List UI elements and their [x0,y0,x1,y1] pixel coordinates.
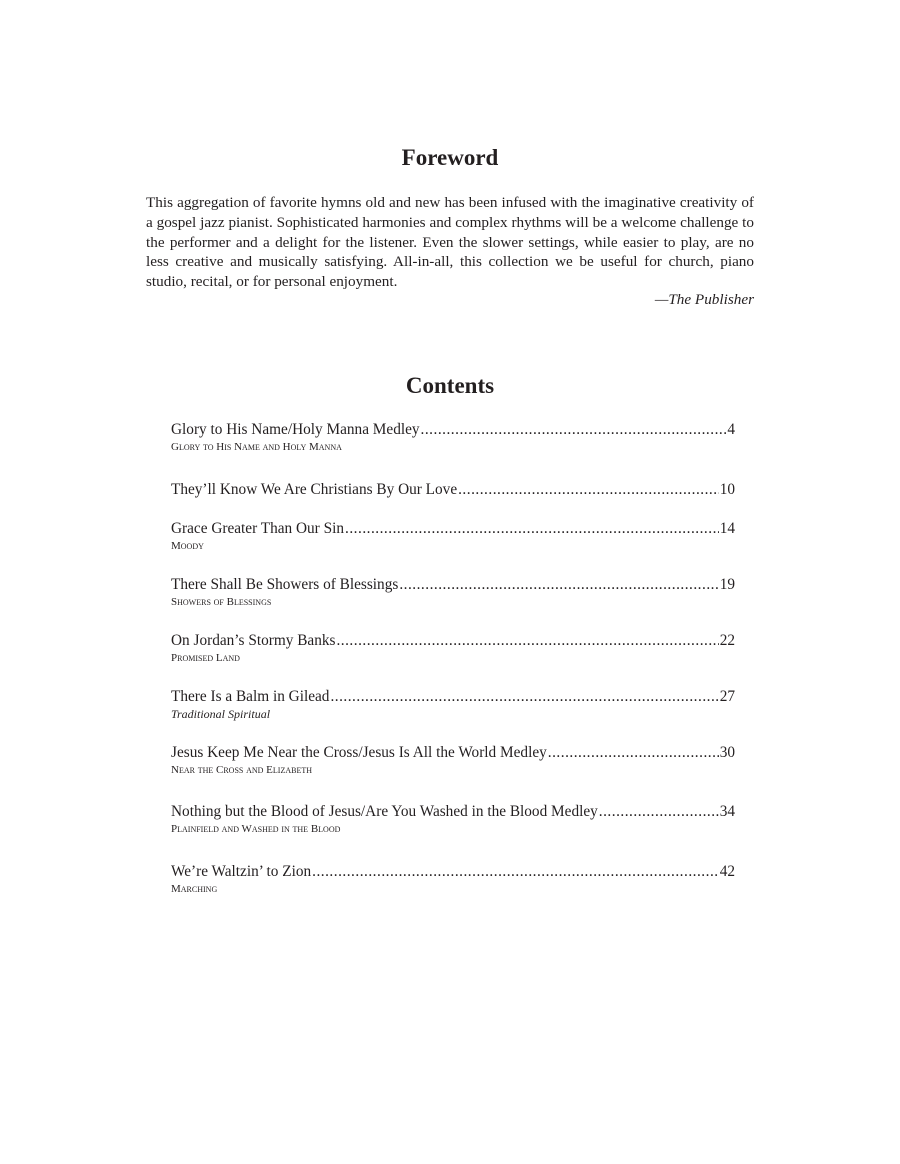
toc-leader-dots [599,802,719,821]
toc-leader-dots [458,480,719,499]
toc-line [171,631,735,650]
toc-entry [171,862,735,897]
toc-entry [171,519,735,554]
toc-title: Glory to His Name/Holy Manna Medley [171,421,420,438]
toc-entry [171,631,735,666]
toc-page-number: 10 [719,481,735,498]
toc-entry [171,802,735,837]
toc-tune-name: Showers of Blessings [171,596,272,608]
toc-line [171,743,735,762]
toc-leader-dots [399,575,718,594]
toc-tune-name: Promised Land [171,652,240,664]
toc-title: Nothing but the Blood of Jesus/Are You Washed in the Blood Medley [171,803,598,820]
toc-page-number: 19 [719,576,735,593]
toc-tune-name: Near the Cross and Elizabeth [171,764,312,776]
toc-page-number: 22 [719,632,735,649]
toc-title: Grace Greater Than Our Sin [171,520,345,537]
toc-entry [171,687,735,722]
toc-entry [171,743,735,778]
toc-leader-dots [548,743,719,762]
toc-tune-name: Glory to His Name and Holy Manna [171,441,342,453]
foreword-heading: Foreword [401,145,499,170]
toc-page-number: 14 [719,520,735,537]
toc-entry [171,480,735,499]
toc-leader-dots [312,862,719,881]
toc-page-number: 30 [719,744,735,761]
toc-line [171,687,735,706]
contents-heading: Contents [405,373,495,398]
toc-title: Jesus Keep Me Near the Cross/Jesus Is All the World Medley [171,744,547,761]
toc-leader-dots [330,687,718,706]
toc-line [171,480,735,499]
toc-leader-dots [345,519,719,538]
toc-page-number: 34 [719,803,735,820]
toc-title: There Shall Be Showers of Blessings [171,576,399,593]
toc-line [171,802,735,821]
toc-tune-name: Moody [171,540,204,552]
toc-line [171,519,735,538]
toc-tune-name: Marching [171,883,218,895]
toc-title: On Jordan’s Stormy Banks [171,632,336,649]
toc-line [171,420,735,439]
toc-tune-name: Traditional Spiritual [171,707,271,721]
toc-title: They’ll Know We Are Christians By Our Love [171,481,458,498]
toc-page-number: 4 [727,421,735,438]
toc-tune-name: Plainfield and Washed in the Blood [171,823,341,835]
toc-line [171,862,735,881]
toc-entry [171,420,735,455]
foreword-body: This aggregation of favorite hymns old and new has been infused with the imaginative creativity of a gospel jazz pianist. Sophisticated harmonies and complex rhythms will be a welcome challenge to the performer and a delight for the listener. Even the slower settings, while easier to play, are no less creative and musically satisfying. All-in-all, this collection we be useful for church, piano studio, recital, or for personal enjoyment. [146,194,754,291]
toc-page-number: 42 [719,863,735,880]
toc-leader-dots [336,631,718,650]
toc-title: There Is a Balm in Gilead [171,688,330,705]
toc-page-number: 27 [719,688,735,705]
toc-leader-dots [421,420,727,439]
toc-entry [171,575,735,610]
toc-line [171,575,735,594]
toc-title: We’re Waltzin’ to Zion [171,863,312,880]
foreword-signature: —The Publisher [654,291,754,308]
